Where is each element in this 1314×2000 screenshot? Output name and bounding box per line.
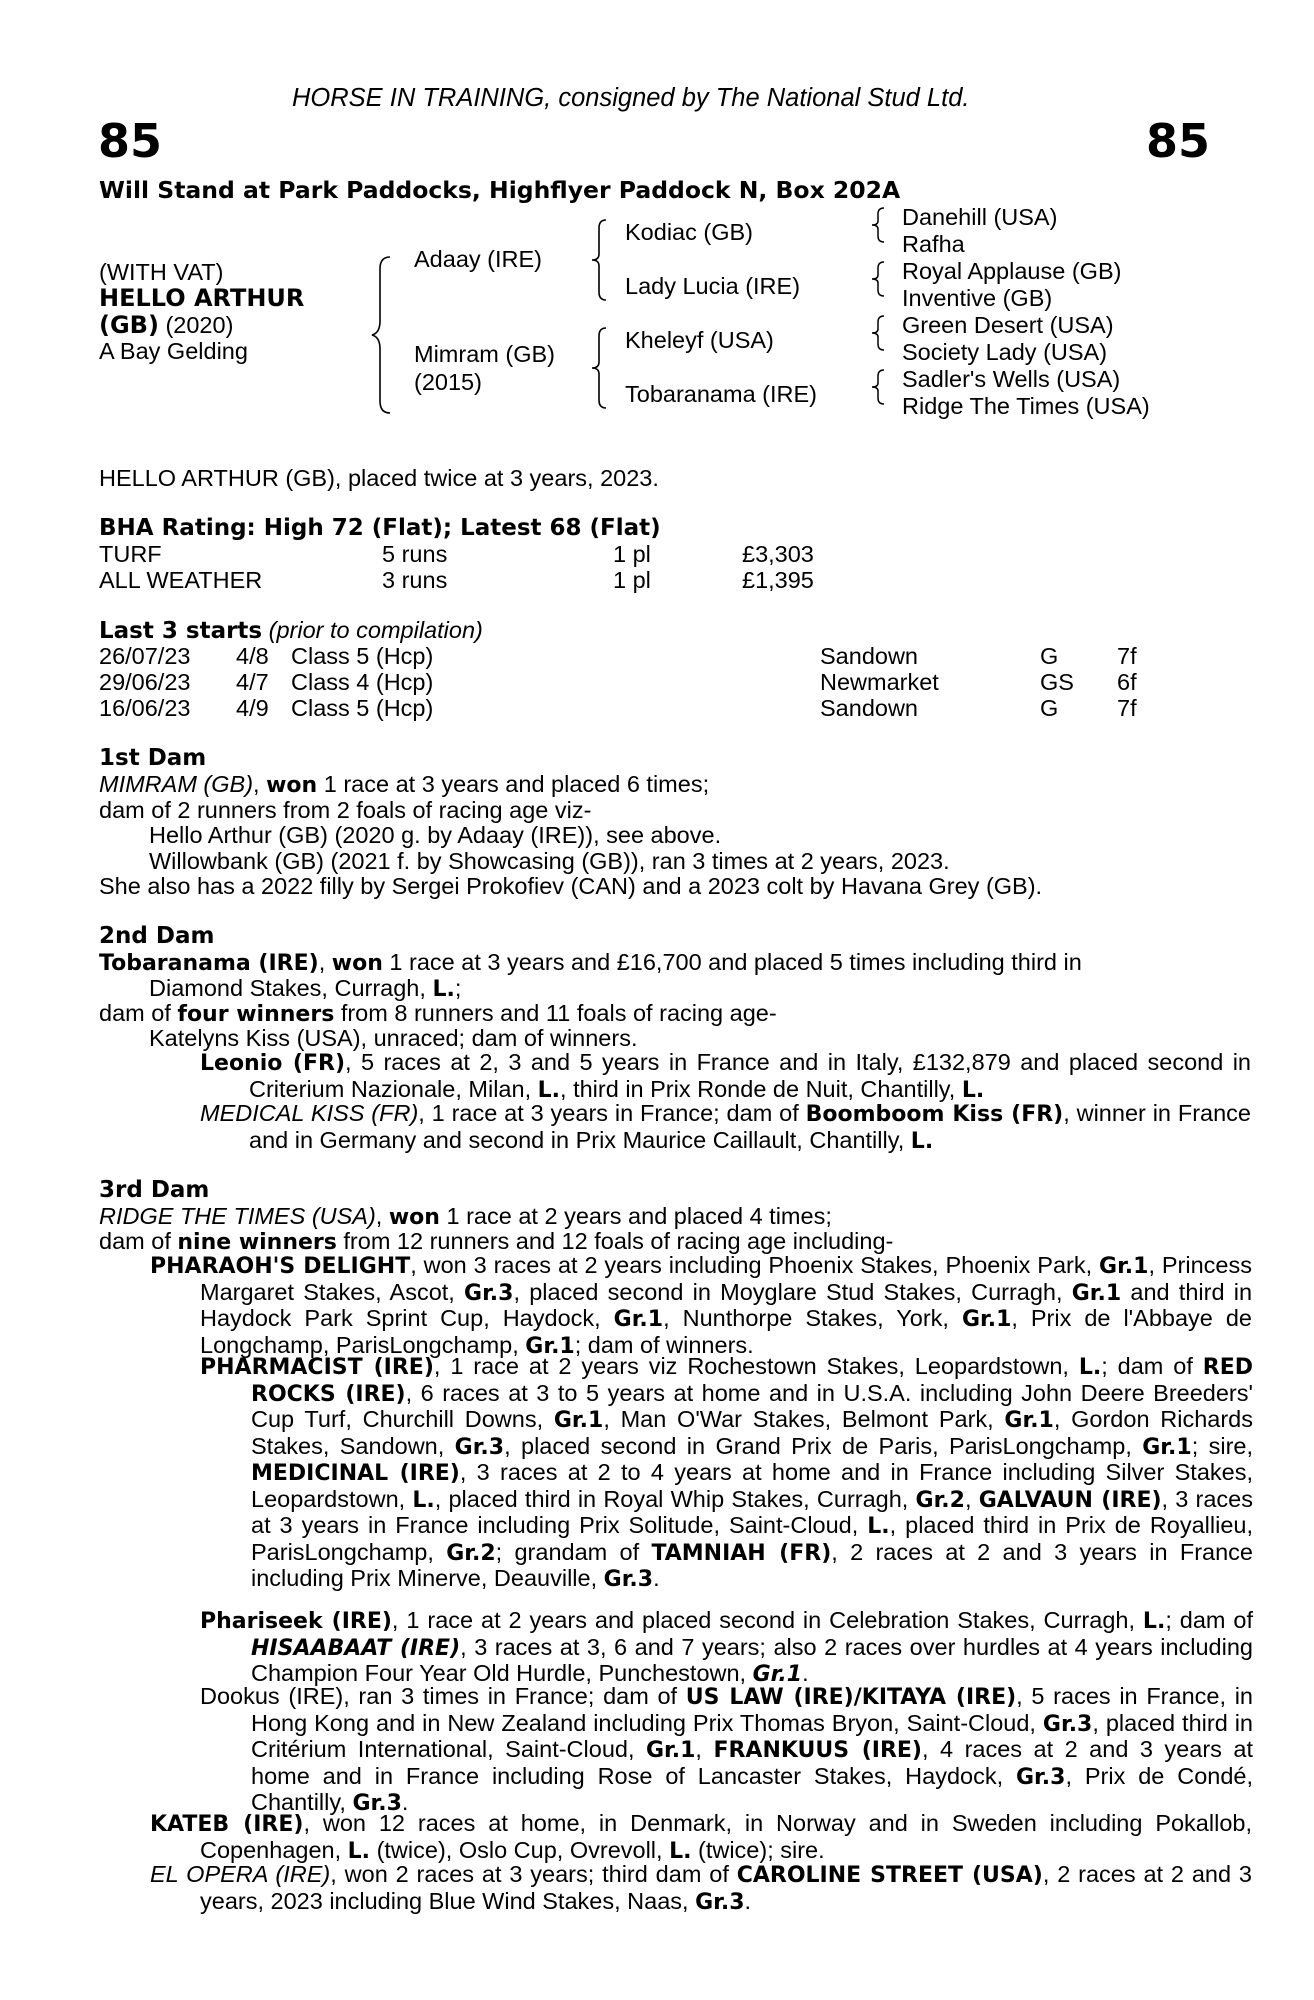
start-race: Class 4 (Hcp) [291,669,434,695]
text: , 3 races at 2 to 4 years at home and in France including Silver Stakes, Leopardstown, [251,1459,1253,1512]
start-course: Newmarket [820,669,939,695]
leonio-text: , 5 races at 2, 3 and 5 years in France and in Italy, £132,879 and placed second in Criterium Nazionale, Milan, [249,1049,1251,1102]
second-dam-heading: 2nd Dam [99,923,215,949]
text: , placed second in Grand Prix de Paris, ParisLongchamp, [504,1432,1143,1459]
medical-kiss-text: , 1 race at 3 years in France; dam of [418,1100,806,1126]
frankuus-name: FRANKUUS (IRE) [713,1738,922,1763]
text: , 2 races at 2 and 3 years in France including Prix Minerve, Deauville, [251,1538,1253,1591]
start-race: Class 5 (Hcp) [291,695,434,721]
dam-of-label: dam of [99,1000,178,1026]
produce-phariseek [200,1608,1253,1688]
produce-medical-kiss [200,1101,1251,1154]
text: , 1 race at 2 years viz Rochestown Stakes, Leopardstown, [433,1353,1079,1379]
rating-surface: TURF [99,541,162,567]
produce-willowbank: Willowbank (GB) (2021 f. by Showcasing (GB)), ran 3 times at 2 years, 2023. [149,848,950,874]
pedigree-sire-dam: Lady Lucia (IRE) [625,273,801,299]
galvaun-name: GALVAUN (IRE) [978,1487,1162,1513]
text: , 4 races at 2 and 3 years at home and in France including Rose of Lancaster Stakes, Haydock, [251,1736,1253,1789]
text: , 1 race at 2 years and placed second in Celebration Stakes, Curragh, [391,1607,1143,1633]
third-dam-produce [99,1228,893,1255]
text: , [695,1736,714,1762]
pedigree-sdd: Inventive (GB) [902,285,1053,311]
punct: . [802,1660,809,1686]
text: , 3 races at 3 years in France including Prix Solitude, Saint-Cloud, [251,1485,1253,1538]
boomboom-kiss-name: Boomboom Kiss (FR) [805,1102,1064,1127]
second-dam-record-cont [149,975,461,1002]
start-going: GS [1040,669,1074,695]
horse-name: HELLO ARTHUR [99,284,305,312]
group-label: Gr.1 [553,1408,604,1433]
text: , 6 races at 3 to 5 years at home and in U.S.A. including John Deere Breeders' Cup Turf, Churchill Downs, [251,1379,1253,1432]
start-distance: 6f [1117,669,1137,695]
dam-of-text: from 8 runners and 11 foals of racing age- [334,1000,777,1026]
start-race: Class 5 (Hcp) [291,643,434,669]
dam-of-text: from 12 runners and 12 foals of racing age including- [336,1228,894,1254]
listed-label: L. [867,1514,890,1539]
start-position: 4/8 [236,643,269,669]
text: ; sire, [1191,1432,1253,1459]
text: , won 12 races at home, in Denmark, in Norway and in Sweden including Pokallob, Copenhagen, [200,1810,1252,1863]
punct: . [401,1789,409,1815]
pedigree-dam: Mimram (GB) [414,341,555,367]
first-dam-record: MIMRAM (GB), won 1 race at 3 years and placed 6 times; [99,771,710,798]
horse-description: A Bay Gelding [99,338,248,364]
boomboom-kiss-text: , winner in France and in Germany and second in Prix Maurice Caillault, Chantilly, [249,1100,1251,1153]
group-label: Gr.1 [752,1662,803,1687]
text: , won 3 races at 2 years including Phoenix Stakes, Phoenix Park, [410,1252,1100,1278]
punct: . [653,1565,660,1591]
produce-dookus [200,1684,1253,1817]
winners-count: nine winners [177,1230,337,1255]
start-course: Sandown [820,695,918,721]
group-label: Gr.1 [1004,1408,1054,1433]
group-label: Gr.1 [961,1307,1012,1332]
listed-label: L. [1078,1355,1102,1380]
red-rocks-name: RED ROCKS (IRE) [251,1355,1254,1407]
punct: . [744,1887,752,1914]
text: and third in Haydock Park Sprint Cup, Haydock, [200,1278,1253,1331]
medicinal-name: MEDICINAL (IRE) [251,1461,460,1486]
pharaohs-delight-name: PHARAOH'S DELIGHT [150,1254,411,1279]
phariseek-name: Phariseek (IRE) [200,1609,392,1634]
winners-count: four winners [177,1002,335,1027]
tamniah-name: TAMNIAH (FR) [651,1540,832,1566]
dam-of-label: dam of [99,1228,178,1254]
us-law-name: US LAW (IRE)/KITAYA (IRE) [685,1685,1017,1710]
pedigree-brace-1 [370,255,400,415]
horse-year: (2020) [158,312,234,338]
rating-placed: 1 pl [613,567,651,593]
text: (twice), Oslo Cup, Ovrevoll, [370,1836,670,1863]
group-label: Gr.3 [352,1791,402,1816]
listed-label: L. [1142,1609,1166,1634]
leonio-text2: , third in Prix Ronde de Nuit, Chantilly, [560,1075,962,1102]
second-dam-produce [99,1000,777,1027]
text: , Gordon Richards Stakes, Sandown, [251,1406,1253,1459]
third-dam-text: 1 race at 2 years and placed 4 times; [439,1203,832,1229]
pedigree-brace-2 [590,218,614,302]
group-label: Gr.1 [525,1333,575,1359]
pedigree-brace-3 [590,326,614,410]
header-title: HORSE IN TRAINING, consigned by The National Stud Ltd. [292,84,970,112]
won-label: won [388,1205,440,1230]
listed-label: L. [961,1077,985,1103]
last-starts-note: (prior to compilation) [262,617,483,643]
lot-number-right: 85 [1146,114,1211,168]
medical-kiss-name: MEDICAL KISS (FR) [200,1100,419,1126]
group-label: Gr.1 [1071,1280,1122,1306]
text: , placed third in Prix de Royallieu, ParisLongchamp, [251,1512,1254,1565]
pedigree-brace-6 [870,314,890,352]
rating-money: £1,395 [742,567,814,593]
start-position: 4/9 [236,695,269,721]
group-label: Gr.3 [695,1889,745,1915]
last-starts-heading [99,617,483,644]
el-opera-name: EL OPERA (IRE) [150,1861,331,1887]
text: , Nunthorpe Stakes, York, [663,1305,962,1331]
produce-pharmacist [200,1354,1253,1593]
text: , Prix de Condé, Chantilly, [251,1762,1253,1815]
pedigree-sire: Adaay (IRE) [414,246,542,272]
produce-kateb [150,1811,1252,1864]
start-date: 29/06/23 [99,669,191,695]
group-label: Gr.3 [464,1280,514,1306]
hisaabaat-name: HISAABAAT (IRE) [251,1635,461,1661]
pedigree-dam-dam: Tobaranama (IRE) [625,381,817,407]
start-date: 26/07/23 [99,643,191,669]
start-going: G [1040,695,1059,721]
group-label: Gr.3 [1042,1711,1093,1737]
pedigree-dam-sire: Kheleyf (USA) [625,327,774,353]
produce-el-opera [150,1862,1252,1915]
group-label: Gr.3 [1016,1764,1066,1790]
listed-label: L. [347,1838,371,1864]
text: , Man O'War Stakes, Belmont Park, [603,1406,1005,1432]
listed-label: L. [432,977,455,1002]
pedigree-sss: Danehill (USA) [902,204,1058,230]
last-starts-title: Last 3 starts [99,618,263,644]
pharmacist-name: PHARMACIST (IRE) [200,1355,434,1380]
first-dam-also: She also has a 2022 filly by Sergei Prokofiev (CAN) and a 2023 colt by Havana Grey (GB). [99,873,1043,899]
pedigree-dsd: Society Lady (USA) [902,339,1108,365]
text: Dookus (IRE), ran 3 times in France; dam of [200,1683,686,1709]
lot-number-left: 85 [98,114,163,168]
second-dam-text-cont: Diamond Stakes, Curragh, [149,975,433,1001]
produce-leonio [200,1050,1251,1103]
caroline-street-name: CAROLINE STREET (USA) [736,1863,1043,1888]
text: ; dam of winners. [574,1331,754,1358]
text: , placed third in Critérium International, Saint-Cloud, [251,1709,1254,1762]
start-going: G [1040,643,1059,669]
start-position: 4/7 [236,669,269,695]
pedigree-dds: Sadler's Wells (USA) [902,366,1121,392]
pedigree-ssd: Rafha [902,231,965,257]
rating-money: £3,303 [742,541,814,567]
text: ; dam of [1165,1607,1254,1633]
pedigree-dss: Green Desert (USA) [902,312,1114,338]
race-summary: HELLO ARTHUR (GB), placed twice at 3 years, 2023. [99,465,659,491]
third-dam-record: RIDGE THE TIMES (USA), won 1 race at 2 years and placed 4 times; [99,1203,832,1230]
rating-runs: 3 runs [382,567,448,593]
text: , [964,1485,979,1512]
horse-origin: (GB) [99,311,159,339]
group-label: Gr.2 [915,1487,965,1513]
first-dam-name: MIMRAM (GB) [99,771,254,797]
pedigree-brace-7 [870,368,890,406]
text: , Princess Margaret Stakes, Ascot, [200,1252,1252,1305]
first-dam-text: 1 race at 3 years and placed 6 times; [317,771,710,797]
text: , won 2 races at 3 years; third dam of [330,1861,737,1887]
text: , placed second in Moyglare Stud Stakes, Curragh, [513,1278,1072,1305]
won-label: won [331,951,383,976]
pedigree-sire-sire: Kodiac (GB) [625,219,753,245]
listed-label: L. [910,1128,934,1154]
pedigree-dam-year: (2015) [414,369,482,395]
produce-hello-arthur: Hello Arthur (GB) (2020 g. by Adaay (IRE)), see above. [149,822,722,848]
kateb-name: KATEB (IRE) [150,1812,304,1837]
second-dam-name: Tobaranama (IRE) [99,951,319,976]
punct: ; [454,975,462,1001]
rating-surface: ALL WEATHER [99,567,263,593]
text: ; dam of [1101,1353,1203,1379]
start-date: 16/06/23 [99,695,191,721]
listed-label: L. [412,1487,435,1513]
text: , placed third in Royal Whip Stakes, Curragh, [434,1485,916,1512]
start-course: Sandown [820,643,918,669]
stand-location: Will Stand at Park Paddocks, Highflyer Paddock N, Box 202A [99,176,901,204]
group-label: Gr.1 [1099,1254,1149,1279]
group-label: Gr.1 [613,1307,664,1332]
won-label: won [266,773,318,798]
group-label: Gr.1 [645,1738,696,1763]
rating-placed: 1 pl [613,541,651,567]
pedigree-ddd: Ridge The Times (USA) [902,393,1150,419]
text: , Prix de l'Abbaye de Longchamp, ParisLongchamp, [200,1305,1252,1358]
start-distance: 7f [1117,643,1137,669]
bha-rating-heading: BHA Rating: High 72 (Flat); Latest 68 (Flat) [99,515,661,541]
text: ; grandam of [495,1538,652,1565]
text: , 3 races at 3, 6 and 7 years; also 2 races over hurdles at 4 years including Champion Four Year Old Hurdle, Punchestown, [251,1633,1253,1686]
produce-katelyns-kiss: Katelyns Kiss (USA), unraced; dam of winners. [149,1025,638,1051]
start-distance: 7f [1117,695,1137,721]
text: , 5 races in France, in Hong Kong and in New Zealand including Prix Thomas Bryon, Saint-Cloud, [251,1683,1253,1736]
listed-label: L. [669,1838,692,1864]
pedigree-brace-5 [870,260,890,298]
horse-origin-year [99,311,233,339]
vat-label: (WITH VAT) [99,259,224,285]
pedigree-brace-4 [870,206,890,244]
pedigree-sds: Royal Applause (GB) [902,258,1122,284]
group-label: Gr.1 [1142,1434,1192,1460]
third-dam-name: RIDGE THE TIMES (USA) [99,1203,376,1229]
first-dam-heading: 1st Dam [99,745,207,771]
text: (twice); sire. [691,1836,825,1863]
first-dam-produce: dam of 2 runners from 2 foals of racing age viz- [99,797,592,823]
leonio-name: Leonio (FR) [200,1051,345,1076]
second-dam-record: Tobaranama (IRE), won 1 race at 3 years and £16,700 and placed 5 times including third in [99,949,1082,976]
group-label: Gr.2 [446,1540,496,1566]
text: , 2 races at 2 and 3 years, 2023 including Blue Wind Stakes, Naas, [200,1861,1252,1914]
group-label: Gr.3 [603,1567,654,1592]
group-label: Gr.3 [454,1434,505,1460]
listed-label: L. [537,1077,561,1103]
third-dam-heading: 3rd Dam [99,1177,210,1203]
produce-pharaohs-delight [150,1253,1252,1359]
second-dam-text: 1 race at 3 years and £16,700 and placed 5 times including third in [382,949,1082,975]
rating-runs: 5 runs [382,541,448,567]
